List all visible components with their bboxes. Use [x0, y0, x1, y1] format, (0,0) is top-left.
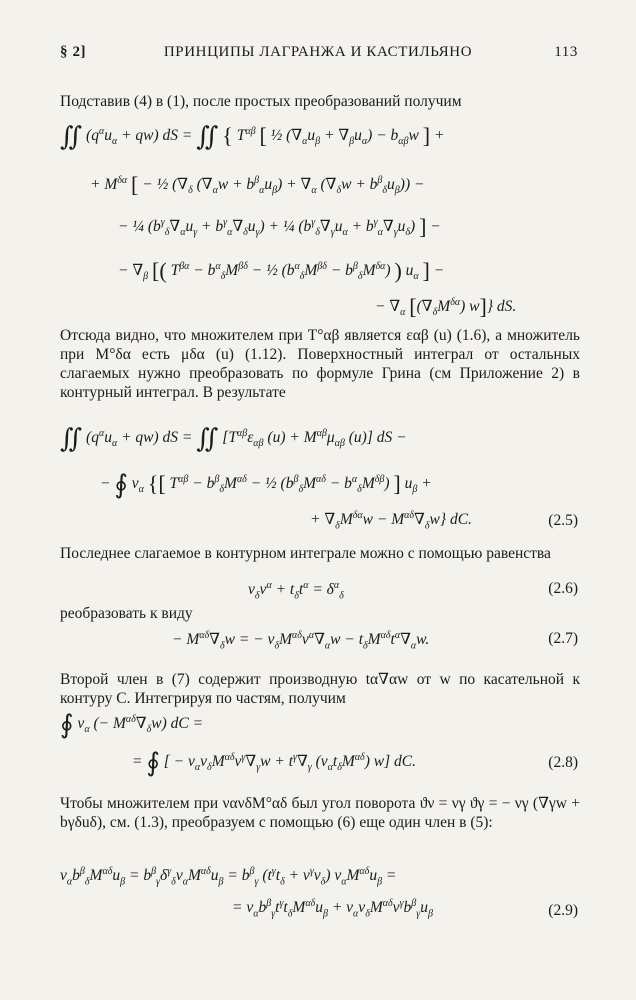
- equation-line: + $\nabla_\delta M^{\delta\alpha}w - M^{\alpha\delta}\nabla_\delta w$} dC.: [310, 510, 472, 532]
- equation-line: ∬ $(q^\alpha u_\alpha + qw)$ dS = ∬ { $T^{\alpha\beta}$ [ ½ $(\nabla_\alpha u_\beta + \nabla_\beta u_\alpha) - b_{\alpha\beta}w$ ] +: [60, 122, 445, 151]
- equation-line: $\nu_\delta\nu^\alpha + t_\delta t^\alpha = \delta^\alpha_\delta$: [248, 580, 344, 602]
- equation-line: $\nu_\alpha b^\beta_\delta M^{\alpha\delta}u_\beta = b^\beta_\gamma\delta^\gamma_\delta\nu_\alpha M^{\alpha\delta}u_\beta = b^\beta_\gamma$ $(t^\gamma t_\delta + \nu^\gamma\nu_\delta) \nu_\alpha M^{\alpha\delta}u_\beta$ =: [60, 866, 397, 888]
- equation-number: (2.7): [548, 630, 578, 647]
- running-title: ПРИНЦИПЫ ЛАГРАНЖА И КАСТИЛЬЯНО: [163, 44, 473, 60]
- paragraph-2: Отсюда видно, что множителем при T°αβ является εαβ (u) (1.6), а множитель при M°δα есть μδα (u) (1.12). Поверхностный интеграл от остальных слагаемых нужно преобразовать по формуле Грина (см Приложение 2) в контурный интеграл. В результате: [60, 327, 580, 401]
- equation-line: + $M^{\delta\alpha}$ [ − ½ ($\nabla_\delta$ $(\nabla_\alpha w + b^\beta_\alpha u_\beta) + \nabla_\alpha$ $(\nabla_\delta w + b^\beta_\delta u_\beta)$) −: [90, 172, 425, 197]
- page-number: 113: [554, 44, 578, 60]
- equation-line: ∬ $(q^\alpha u_\alpha + qw)$ dS = ∬ [$T^{\alpha\beta}\varepsilon_{\alpha\beta}$ $(u) + M^{\alpha\beta}\mu_{\alpha\beta}$ (u)] dS −: [60, 424, 407, 453]
- equation-line: − $M^{\alpha\delta}\nabla_\delta w$ = − $\nu_\delta M^{\alpha\delta}\nu^\alpha\nabla_\alpha w - t_\delta M^{\alpha\delta}t^\alpha\nabla_\alpha w$.: [172, 630, 430, 652]
- paragraph-5: Второй член в (7) содержит производную tα∇αw от w по касательной к контуру C. Интегрируя по частям, получим: [60, 671, 580, 707]
- equation-line: = $\nu_\alpha b^\beta_\gamma t^\gamma t_\delta M^{\alpha\delta}u_\beta + \nu_\alpha\nu_\delta M^{\alpha\delta}\nu^\gamma b^\beta_\gamma u_\beta$: [232, 898, 433, 920]
- equation-number: (2.5): [548, 512, 578, 529]
- running-header: [0, 44, 636, 64]
- equation-number: (2.6): [548, 580, 578, 597]
- equation-line: − $\nabla_\alpha$ [$(\nabla_\delta M^{\delta\alpha})$ w]} dS.: [375, 294, 517, 319]
- paragraph-3: Последнее слагаемое в контурном интеграле можно с помощью равенства: [60, 545, 551, 562]
- equation-line: ∮ $\nu_\alpha$ (− $M^{\alpha\delta}\nabla_\delta w$) dC =: [60, 710, 204, 739]
- equation-number: (2.9): [548, 902, 578, 919]
- equation-line: = ∮ [ − $\nu_\alpha\nu_\delta M^{\alpha\delta}\nu^\gamma\nabla_\gamma w + t^\gamma\nabla_\gamma$ $(\nu_\alpha t_\delta M^{\alpha\delta})$ w] dC.: [132, 748, 416, 777]
- paragraph-6: Чтобы множителем при νανδM°αδ был угол поворота ϑν = νγ ϑγ = − νγ (∇γw + bγδuδ), см. (1.3), преобразуем с помощью (6) еще один член в (5):: [60, 795, 580, 831]
- equation-number: (2.8): [548, 754, 578, 771]
- paragraph-1: Подставив (4) в (1), после простых преобразований получим: [60, 93, 462, 110]
- section-number: § 2]: [60, 44, 87, 60]
- equation-line: − ∮ $\nu_\alpha$ {[ $T^{\alpha\beta} - b^\beta_\delta M^{\alpha\delta}$ − ½ $(b^\beta_\delta M^{\alpha\delta} - b^\alpha_\delta M^{\delta\beta})$ ] $u_\beta$ +: [100, 470, 432, 499]
- paragraph-4: реобразовать к виду: [60, 605, 193, 622]
- equation-line: − ¼ $(b^\gamma_\delta\nabla_\alpha u_\gamma + b^\gamma_\alpha\nabla_\delta u_\gamma)$ + ¼ $(b^\gamma_\delta\nabla_\gamma u_\alpha + b^\gamma_\alpha\nabla_\gamma u_\delta)$ ] −: [118, 214, 441, 239]
- equation-line: − $\nabla_\beta$ [( $T^{\beta\alpha} - b^\alpha_\delta M^{\beta\delta}$ − ½ $(b^\alpha_\delta M^{\beta\delta} - b^\beta_\delta M^{\delta\alpha})$ ) $u_\alpha$ ] −: [118, 258, 445, 283]
